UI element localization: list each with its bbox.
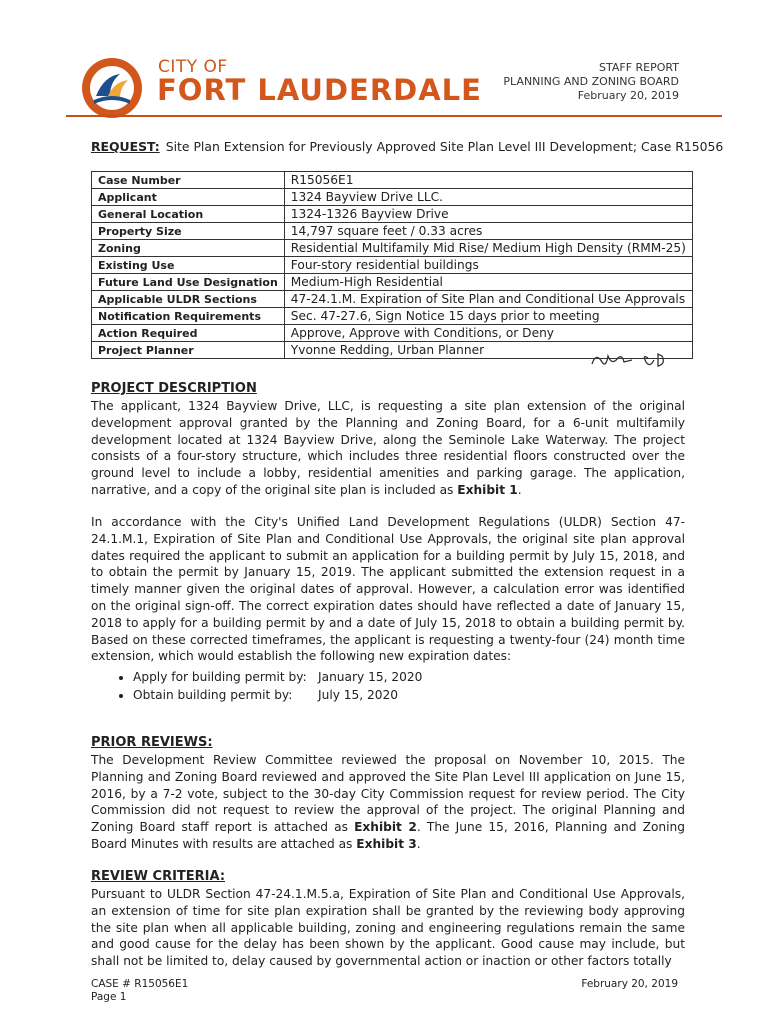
table-key: Case Number (92, 172, 285, 189)
city-seal-logo (80, 56, 144, 120)
table-row (92, 308, 693, 325)
table-key: Existing Use (92, 257, 285, 274)
table-value: 14,797 square feet / 0.33 acres (284, 223, 692, 240)
table-value: R15056E1 (284, 172, 692, 189)
table-key: Zoning (92, 240, 285, 257)
table-key: Future Land Use Designation (92, 274, 285, 291)
list-item (133, 668, 422, 686)
list-item (133, 686, 422, 704)
table-key: Property Size (92, 223, 285, 240)
prior-reviews-heading: PRIOR REVIEWS: (91, 735, 213, 750)
review-criteria-paragraph: Pursuant to ULDR Section 47-24.1.M.5.a, Expiration of Site Plan and Conditional Use Approvals, an extension of time for site plan expiration shall be granted by the reviewing body approving the site plan when all applicable building, zoning and engineering regulations remain the same and good cause for the delay has been shown by the applicant. Good cause may include, but shall not be limited to, delay caused by governmental action or inaction or other factors totally (91, 887, 685, 969)
footer-date: February 20, 2019 (581, 978, 678, 990)
table-value: Sec. 47-27.6, Sign Notice 15 days prior to meeting (284, 308, 692, 325)
exhibit-3-reference: Exhibit 3 (356, 836, 417, 851)
table-value: Approve, Approve with Conditions, or Deny (284, 325, 692, 342)
case-info-table (91, 171, 693, 359)
table-row (92, 274, 693, 291)
expiration-dates-list (105, 668, 422, 704)
project-description-heading: PROJECT DESCRIPTION (91, 381, 257, 396)
request-label: REQUEST: (91, 139, 160, 154)
table-key: Notification Requirements (92, 308, 285, 325)
exhibit-2-reference: Exhibit 2 (354, 820, 417, 835)
table-row (92, 240, 693, 257)
review-criteria-heading: REVIEW CRITERIA: (91, 869, 226, 884)
table-row (92, 291, 693, 308)
table-row (92, 172, 693, 189)
table-value: 1324-1326 Bayview Drive (284, 206, 692, 223)
prior-reviews-text-a: The Development Review Committee reviewed the proposal on November 10, 2015. The Planning and Zoning Board reviewed and approved the Site Plan Level III application on June 15, 2016, by a 7-2 vote, subject to the 30-day City Commission request for review period. The City Commission did not request to review the approval of the project. The original Planning and Zoning Board staff report is attached as (91, 753, 685, 835)
table-row (92, 325, 693, 342)
table-value: 1324 Bayview Drive LLC. (284, 189, 692, 206)
bullet-label: Apply for building permit by: (133, 670, 307, 684)
table-value: Yvonne Redding, Urban Planner (284, 342, 692, 359)
prior-reviews-paragraph: The Development Review Committee reviewed the proposal on November 10, 2015. The Planning and Zoning Board reviewed and approved the Site Plan Level III application on June 15, 2016, by a 7-2 vote, subject to the 30-day City Commission request for review period. The City Commission did not request to review the approval of the project. The original Planning and Zoning Board staff report is attached as Exhibit 2. The June 15, 2016, Planning and Zoning Board Minutes with results are attached as Exhibit 3. (91, 753, 685, 851)
table-value: Medium-High Residential (284, 274, 692, 291)
request-text: Site Plan Extension for Previously Approved Site Plan Level III Development; Case R15056 (165, 139, 724, 154)
report-date: February 20, 2019 (577, 89, 679, 102)
city-of-label: CITY OF (158, 57, 228, 77)
table-key: Applicable ULDR Sections (92, 291, 285, 308)
bullet-date: January 15, 2020 (318, 670, 423, 684)
table-row (92, 257, 693, 274)
exhibit-1-reference: Exhibit 1 (457, 482, 518, 497)
table-row (92, 189, 693, 206)
table-key: Project Planner (92, 342, 285, 359)
header-divider (66, 115, 722, 117)
table-key: General Location (92, 206, 285, 223)
project-description-text: The applicant, 1324 Bayview Drive, LLC, is requesting a site plan extension of the original development approval granted by the Planning and Zoning Board, for a 6-unit multifamily development located at 1324 Bayview Drive, along the Seminole Lake Waterway. The project consists of a four-story structure, which includes three residential floors constructed over the ground level to include a lobby, residential amenities and parking garage. The application, narrative, and a copy of the original site plan is included as (91, 399, 685, 497)
table-key: Applicant (92, 189, 285, 206)
board-name: PLANNING AND ZONING BOARD (503, 75, 679, 88)
table-value: Four-story residential buildings (284, 257, 692, 274)
project-description-paragraph-1: The applicant, 1324 Bayview Drive, LLC, is requesting a site plan extension of the original development approval granted by the Planning and Zoning Board, for a 6-unit multifamily development located at 1324 Bayview Drive, along the Seminole Lake Waterway. The project consists of a four-story structure, which includes three residential floors constructed over the ground level to include a lobby, residential amenities and parking garage. The application, narrative, and a copy of the original site plan is included as Exhibit 1. (91, 399, 685, 497)
bullet-date: July 15, 2020 (318, 688, 399, 702)
table-value: Residential Multifamily Mid Rise/ Medium High Density (RMM-25) (284, 240, 692, 257)
planner-signature (588, 348, 678, 372)
bullet-label: Obtain building permit by: (133, 688, 293, 702)
project-description-paragraph-2: In accordance with the City's Unified Land Development Regulations (ULDR) Section 47-24.1.M.1, Expiration of Site Plan and Conditional Use Approvals, the original site plan approval dates required the applicant to submit an application for a building permit by July 15, 2018, and to obtain the permit by January 15, 2019. The applicant submitted the extension request in a timely manner given the original dates of approval. However, a calculation error was identified on the original sign-off. The correct expiration dates should have reflected a date of January 15, 2018 to apply for a building permit by and a date of July 15, 2018 to obtain a building permit by. Based on these corrected timeframes, the applicant is requesting a twenty-four (24) month time extension, which would establish the following new expiration dates: (91, 515, 685, 664)
table-row (92, 206, 693, 223)
report-type: STAFF REPORT (599, 61, 679, 74)
footer-left (91, 978, 188, 1004)
table-row (92, 223, 693, 240)
city-name: FORT LAUDERDALE (157, 73, 482, 107)
footer-case-number: CASE # R15056E1 (91, 978, 189, 990)
report-header (503, 61, 679, 103)
table-value: 47-24.1.M. Expiration of Site Plan and Conditional Use Approvals (284, 291, 692, 308)
request-line (91, 139, 724, 154)
table-key: Action Required (92, 325, 285, 342)
footer-page-number: Page 1 (91, 991, 127, 1003)
prior-reviews-text-b: . The June 15, 2016, Planning and Zoning Board Minutes with results are attached as (91, 820, 685, 851)
